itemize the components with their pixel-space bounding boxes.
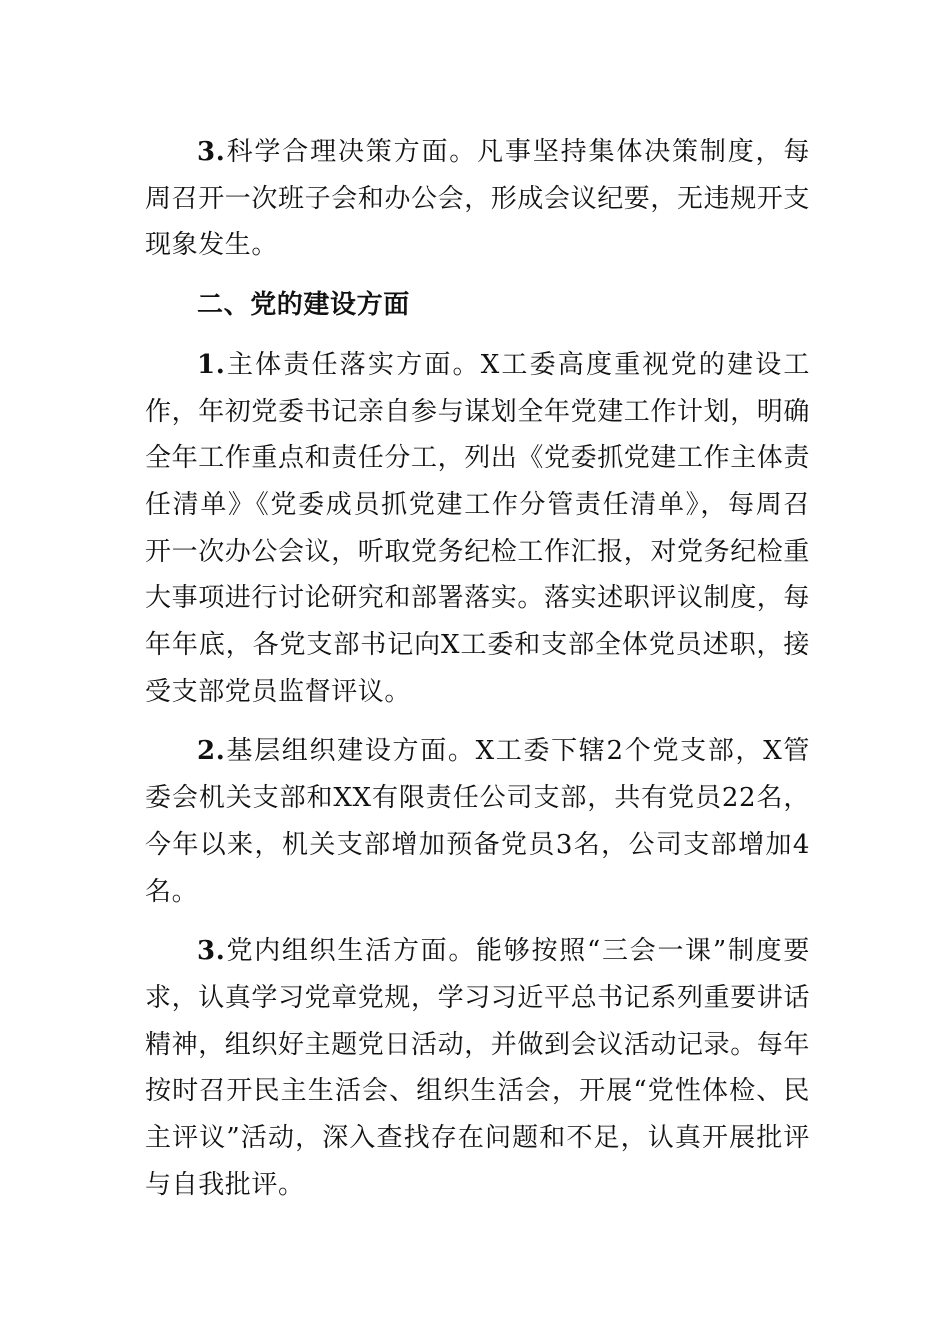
paragraph-number: 2. — [197, 736, 226, 767]
paragraph-text: 基层组织建设方面。X工委下辖2个党支部，X管委会机关支部和XX有限责任公司支部，共有党员22名，今年以来，机关支部增加预备党员3名，公司支部增加4名。 — [145, 736, 810, 907]
paragraph-text: 党内组织生活方面。能够按照“三会一课”制度要求，认真学习党章党规，学习习近平总书记系列重要讲话精神，组织好主题党日活动，并做到会议活动记录。每年按时召开民主生活会、组织生活会，开展“党性体检、民主评议”活动，深入查找存在问题和不足，认真开展批评与自我批评。 — [145, 936, 811, 1200]
paragraph-main-responsibility — [145, 342, 810, 716]
section-heading-party-building: 二、党的建设方面 — [197, 290, 410, 321]
paragraph-grassroots-organization — [145, 728, 810, 915]
document-body — [145, 129, 810, 1208]
paragraph-number: 1. — [197, 349, 226, 380]
paragraph-decision-making — [145, 129, 810, 269]
paragraph-text: 主体责任落实方面。X工委高度重视党的建设工作，年初党委书记亲自参与谋划全年党建工作计划，明确全年工作重点和责任分工，列出《党委抓党建工作主体责任清单》《党委成员抓党建工作分管责任清单》，每周召开一次办公会议，听取党务纪检工作汇报，对党务纪检重大事项进行讨论研究和部署落实。落实述职评议制度，每年年底，各党支部书记向X工委和支部全体党员述职，接受支部党员监督评议。 — [145, 349, 811, 707]
paragraph-organizational-life — [145, 928, 810, 1208]
paragraph-number: 3. — [197, 137, 226, 167]
paragraph-text: 科学合理决策方面。凡事坚持集体决策制度，每周召开一次班子会和办公会，形成会议纪要，无违规开支现象发生。 — [145, 137, 811, 261]
paragraph-number: 3. — [197, 936, 226, 967]
